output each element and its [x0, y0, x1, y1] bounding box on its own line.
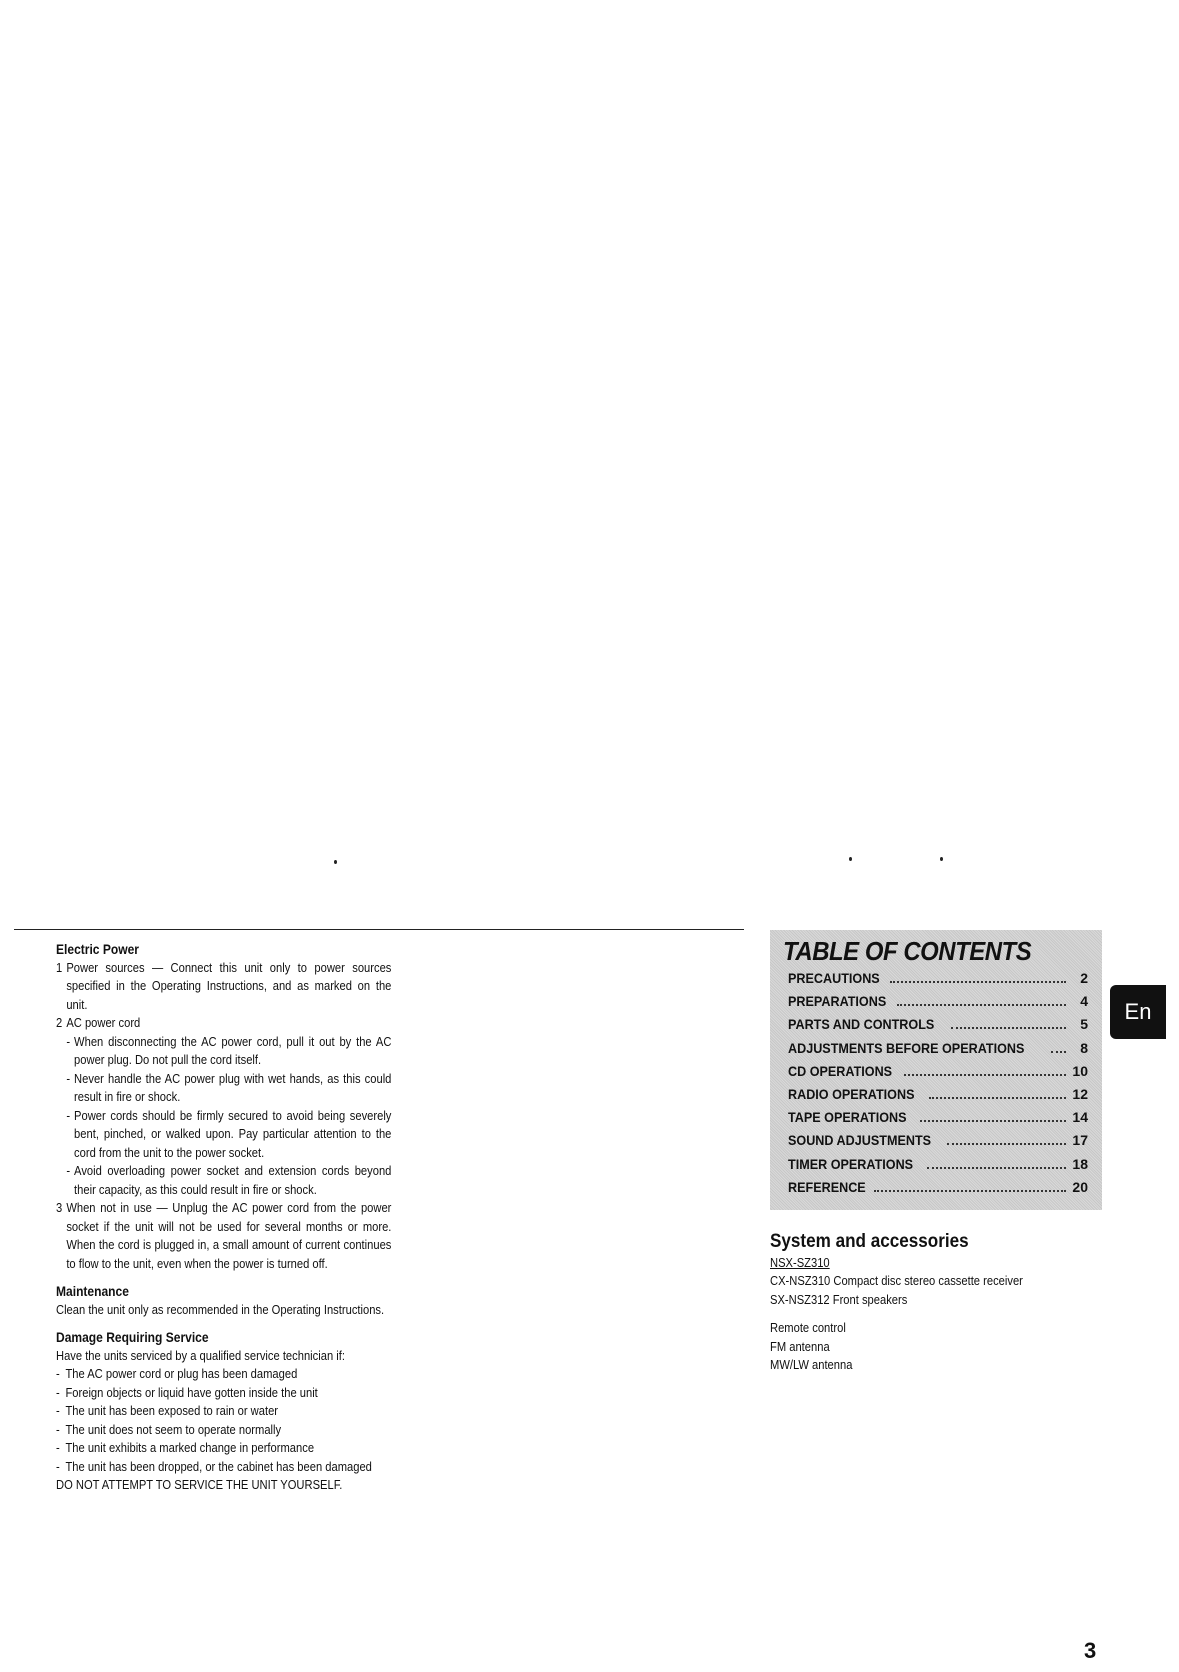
- electric-power-heading: Electric Power: [56, 941, 139, 957]
- damage-heading: Damage Requiring Service: [56, 1329, 209, 1345]
- ac-power-cord-item: 2 AC power cord: [56, 1015, 141, 1030]
- toc-entry-adjustments[interactable]: ADJUSTMENTS BEFORE OPERATIONS 8: [788, 1039, 1088, 1056]
- accessory-item: Remote control: [770, 1320, 846, 1335]
- toc-entry-timer-operations[interactable]: TIMER OPERATIONS 18: [788, 1155, 1088, 1172]
- page-number: 3: [1084, 1638, 1097, 1663]
- toc-entry-cd-operations[interactable]: CD OPERATIONS 10: [788, 1062, 1088, 1079]
- toc-entry-precautions[interactable]: PRECAUTIONS 2: [788, 970, 1088, 986]
- system-details: [770, 1254, 1080, 1375]
- cord-bullet: - Power cords should be firmly secured to avoid being severely bent, pinched, or walked upon. Pay particular attention to the cord from the unit to the power socket.: [66, 1107, 392, 1160]
- service-warning: DO NOT ATTEMPT TO SERVICE THE UNIT YOURSELF.: [56, 1477, 343, 1492]
- damage-intro: Have the units serviced by a qualified service technician if:: [56, 1347, 345, 1363]
- component-item: CX-NSZ310 Compact disc stereo cassette receiver: [770, 1273, 1023, 1288]
- accessory-item: MW/LW antenna: [770, 1357, 853, 1372]
- scan-speck: [849, 857, 852, 861]
- section-divider: [14, 929, 744, 930]
- toc-entry-radio-operations[interactable]: RADIO OPERATIONS 12: [788, 1085, 1088, 1102]
- damage-item: - The unit has been exposed to rain or water: [56, 1403, 279, 1418]
- cord-bullet: - When disconnecting the AC power cord, pull it out by the AC power plug. Do not pull the cord itself.: [66, 1033, 392, 1067]
- table-of-contents: [770, 930, 1102, 1210]
- toc-title: TABLE OF CONTENTS: [783, 936, 1032, 966]
- system-accessories: [770, 1233, 1130, 1375]
- maintenance-heading: Maintenance: [56, 1283, 129, 1299]
- scan-speck: [334, 860, 337, 864]
- toc-entry-parts-and-controls[interactable]: PARTS AND CONTROLS 5: [788, 1016, 1088, 1033]
- damage-item: - The unit has been dropped, or the cabinet has been damaged: [56, 1458, 372, 1474]
- power-sources-item: 1 Power sources — Connect this unit only to power sources specified in the Operating Instructions, and as marked on the unit.: [56, 959, 392, 1012]
- component-item: SX-NSZ312 Front speakers: [770, 1291, 908, 1307]
- accessory-item: FM antenna: [770, 1338, 830, 1354]
- maintenance-text: Clean the unit only as recommended in the Operating Instructions.: [56, 1301, 385, 1317]
- system-model: NSX-SZ310: [770, 1254, 830, 1270]
- scan-speck: [940, 857, 943, 861]
- damage-item: - Foreign objects or liquid have gotten inside the unit: [56, 1384, 318, 1400]
- cord-bullet: - Avoid overloading power socket and extension cords beyond their capacity, as this could result in fire or shock.: [66, 1163, 392, 1197]
- cord-bullet: - Never handle the AC power plug with wet hands, as this could result in fire or shock.: [66, 1070, 392, 1104]
- damage-item: - The AC power cord or plug has been damaged: [56, 1366, 298, 1381]
- toc-entry-sound-adjustments[interactable]: SOUND ADJUSTMENTS 17: [788, 1132, 1088, 1149]
- toc-entry-reference[interactable]: REFERENCE 20: [788, 1178, 1088, 1195]
- toc-list: [788, 970, 1088, 1202]
- toc-entry-preparations[interactable]: PREPARATIONS 4: [788, 993, 1088, 1010]
- damage-item: - The unit exhibits a marked change in performance: [56, 1440, 315, 1455]
- system-title: System and accessories: [770, 1231, 969, 1252]
- language-tab: En: [1110, 985, 1166, 1039]
- when-not-in-use-item: 3 When not in use — Unplug the AC power cord from the power socket if the unit will not be used for several months or more. When the cord is plugged in, a small amount of current continues to flow to the unit, even when the power is turned off.: [56, 1200, 392, 1271]
- damage-item: - The unit does not seem to operate normally: [56, 1421, 282, 1437]
- precautions-column: [56, 940, 391, 1495]
- toc-entry-tape-operations[interactable]: TAPE OPERATIONS 14: [788, 1109, 1088, 1126]
